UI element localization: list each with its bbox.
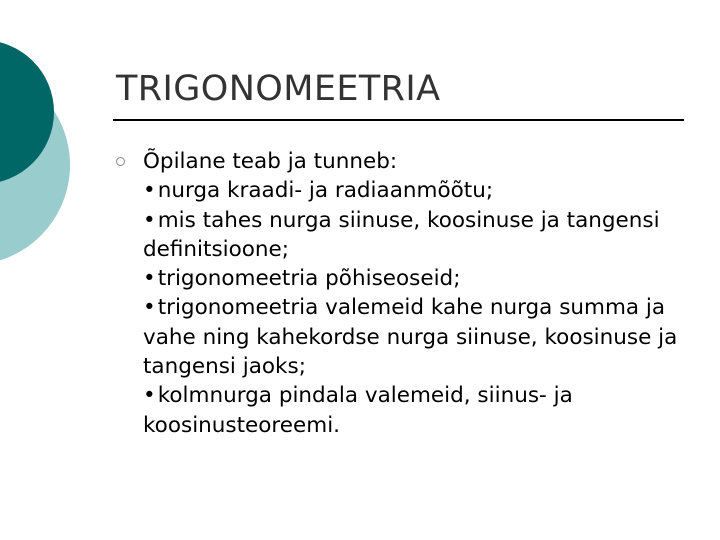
list-item-text: trigonomeetria põhiseoseid; (157, 266, 461, 292)
decorative-circles (0, 0, 120, 320)
bullet-dot-icon: • (143, 207, 156, 233)
list-item-text: kolmnurga pindala valemeid, siinus- ja koosinusteoreemi. (143, 383, 573, 438)
intro-text: Õpilane teab ja tunneb: (143, 149, 398, 174)
slide-title: TRIGONOMEETRIA (116, 69, 441, 109)
list-item (143, 293, 688, 381)
list-item-text: mis tahes nurga siinuse, koosinuse ja tangensi definitsioone; (143, 207, 660, 262)
bullet-dot-icon: • (143, 295, 156, 321)
list-item (143, 381, 688, 440)
bullet-dot-icon: • (143, 383, 156, 409)
bullet-dot-icon: • (143, 178, 156, 204)
list-item (143, 264, 688, 293)
bullet-content (143, 147, 688, 440)
hollow-circle-bullet-icon (116, 157, 125, 166)
list-item (143, 176, 688, 205)
list-item (143, 206, 688, 265)
list-item-text: trigonomeetria valemeid kahe nurga summa ja vahe ning kahekordse nurga siinuse, koosinuse ja tangensi jaoks; (143, 295, 678, 380)
bullet-dot-icon: • (143, 266, 156, 292)
title-divider (113, 119, 684, 121)
list-item-text: nurga kraadi- ja radiaanmõõtu; (157, 178, 494, 204)
